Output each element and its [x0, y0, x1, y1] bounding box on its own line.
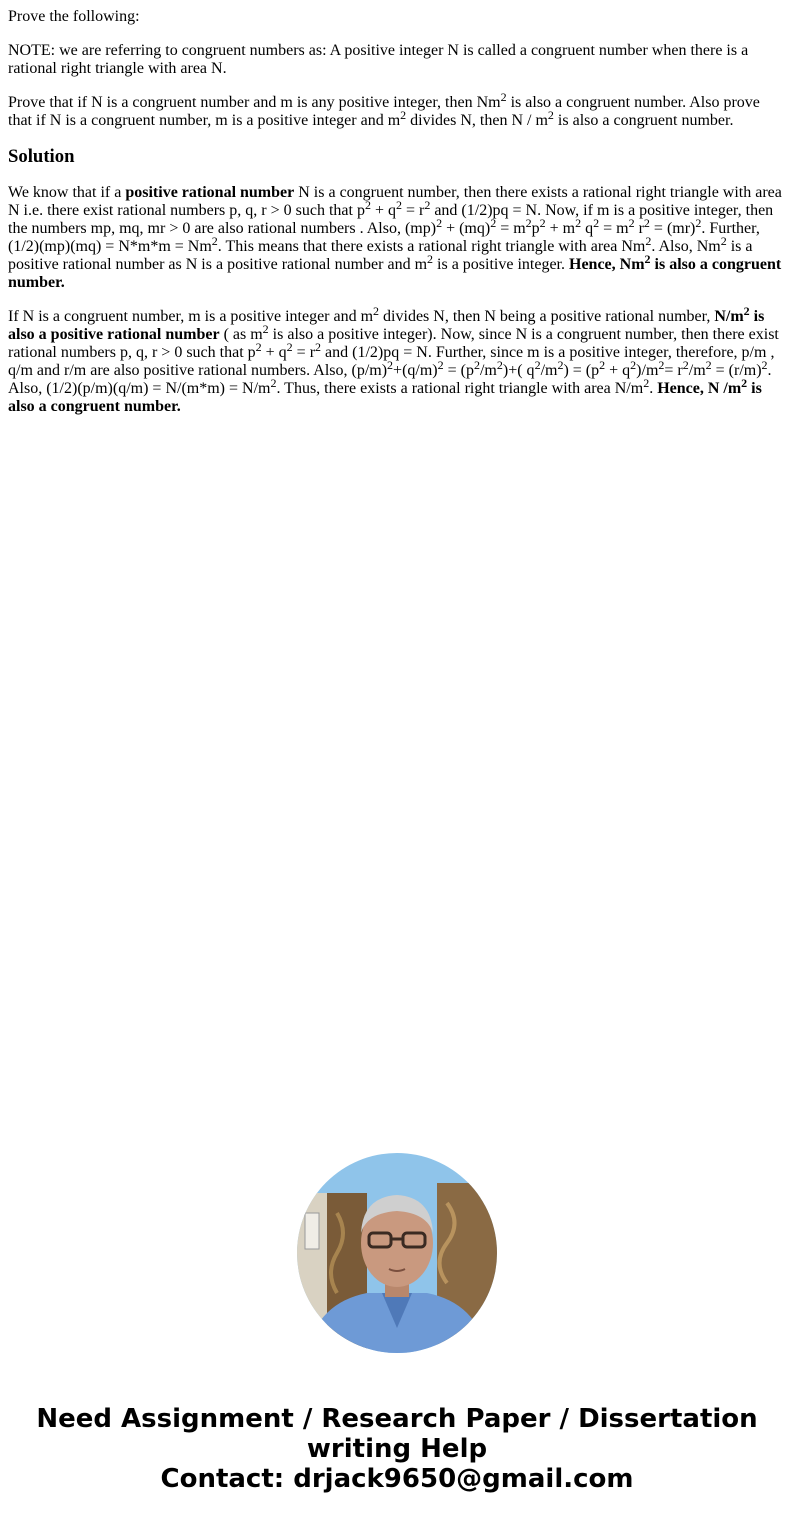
document-body	[8, 8, 786, 432]
promo-footer	[0, 1404, 794, 1494]
tutor-avatar	[297, 1153, 497, 1353]
avatar-switchboard	[305, 1213, 319, 1249]
tutor-portrait-image	[297, 1153, 497, 1353]
promo-contact: Contact: drjack9650@gmail.com	[160, 1464, 634, 1494]
solution-heading: Solution	[8, 146, 75, 167]
promo-line-1: Need Assignment / Research Paper / Dissertation	[36, 1404, 758, 1434]
problem-statement: Prove that if N is a congruent number and m is any positive integer, then Nm$^2$ is also a congruent number. Also prove that if N is a congruent number, m is a positive integer and $m^2$ divides N, then N / $m^2$ is also a congruent number.	[8, 90, 760, 129]
solution-paragraph-2: If N is a congruent number, m is a positive integer and $m^2$ divides N, then N being a positive rational number, $N/m^2$ is also a positive rational number ( as $m^2$ is also a positive integer). Now, since N is a congruent number, then there exist rational numbers p, q, r > 0 such that $p^2 + q^2 = r^2$ and (1/2)pq = N. Further, since m is a positive integer, therefore, p/m , q/m and r/m are also positive rational numbers. Also, $(p/m)^2+(q/m)^2 = (p^2/m^2)+$( $q^2/m^2) = (p^2 + q^2)/m^2= r^2/m^2 = (r/m)^2$. Also, $(1/2)(p/m)(q/m) = N/(m*m) = N/m^2$. Thus, there exists a rational right triangle with area $N/m^2$. Hence, N $/m^2$ is also a congruent number.	[8, 304, 779, 415]
solution-paragraph-1: We know that if a positive rational number N is a congruent number, then there exists a rational right triangle with area N i.e. there exist rational numbers p, q, r > 0 such that $p^2 + q^2 = r^2$ and (1/2)pq = N. Now, if m is a positive integer, then the numbers mp, mq, mr > 0 are also rational numbers . Also, $(mp)^2 + (mq)^2 = m^2p^2 + m^2$ $q^2 = m^2$ $r^2 = (mr)^2$. Further, $(1/2)(mp)(mq) = N*m*m = Nm^2$. This means that there exists a rational right triangle with area Nm$^2$. Also, Nm$^2$ is a positive rational number as N is a positive rational number and $m^2$ is a positive integer. Hence, Nm$^2$ is also a congruent number.	[8, 184, 782, 291]
intro-text: Prove the following:	[8, 8, 140, 25]
promo-line-2: writing Help	[306, 1434, 488, 1464]
note-text: NOTE: we are referring to congruent numbers as: A positive integer N is called a congruent number when there is a rational right triangle with area N.	[8, 42, 749, 77]
